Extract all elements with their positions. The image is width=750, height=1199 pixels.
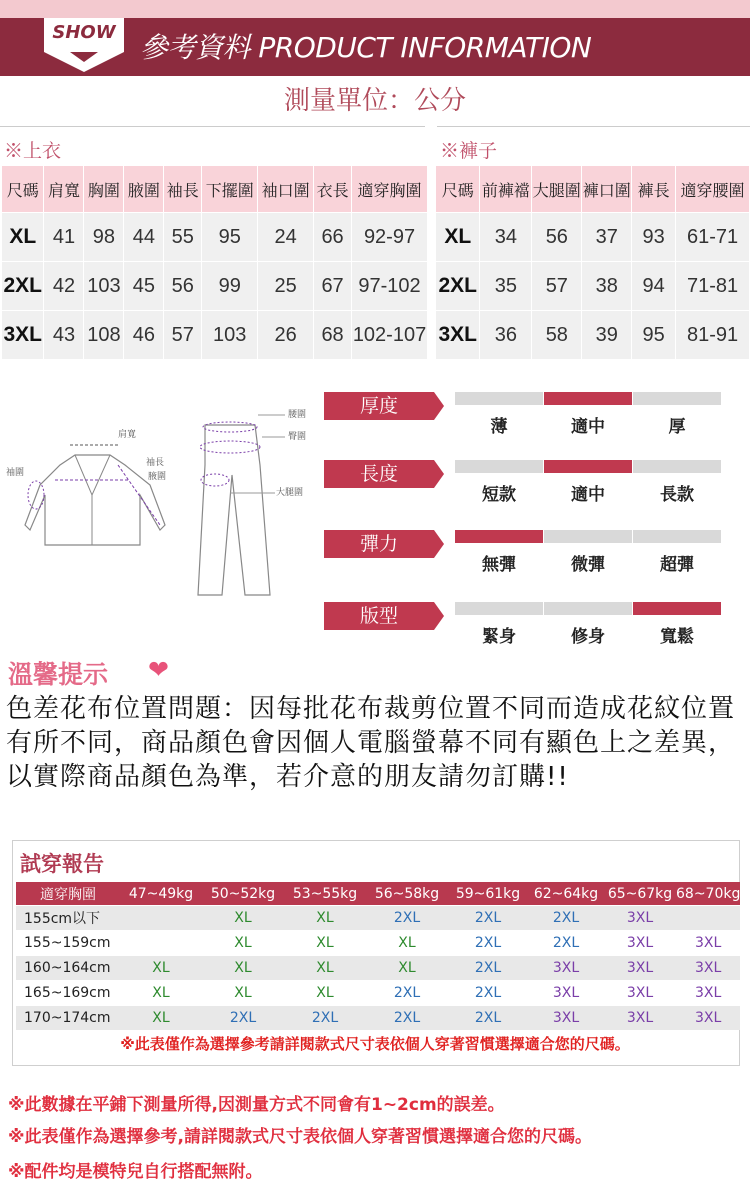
pants-header-cell: 適穿腰圍 [676, 166, 750, 213]
size-recommendation-cell: XL [284, 956, 366, 981]
show-tag-text: SHOW [52, 22, 116, 43]
attribute-label: 厚度 [324, 392, 434, 420]
unit-line: 測量單位：公分 [283, 86, 466, 116]
size-recommendation-cell: 2XL [202, 1006, 284, 1031]
measure-cell: 94 [632, 262, 676, 311]
attribute-segment-selected [544, 460, 632, 473]
size-recommendation-cell: 3XL [528, 1006, 604, 1031]
table-row [436, 311, 750, 360]
table-row [2, 262, 428, 311]
attribute-label: 長度 [324, 460, 434, 488]
size-recommendation-cell: 3XL [676, 981, 740, 1006]
attribute-option: 緊身 [482, 627, 516, 647]
size-recommendation-cell: 3XL [528, 981, 604, 1006]
tops-size-table [2, 166, 428, 359]
label-sleeve-len: 袖長 [146, 458, 165, 468]
footnote-3: ※配件均是模特兒自行搭配無附。 [8, 1162, 263, 1182]
attribute-option: 寬鬆 [660, 627, 694, 647]
size-recommendation-cell [120, 931, 202, 956]
size-recommendation-cell: 3XL [528, 956, 604, 981]
table-row [2, 213, 428, 262]
measure-cell: 45 [124, 262, 164, 311]
size-cell: 2XL [436, 262, 480, 311]
measure-cell: 99 [202, 262, 258, 311]
size-recommendation-cell: 2XL [528, 931, 604, 956]
size-recommendation-cell: 2XL [448, 931, 528, 956]
height-cell: 165~169cm [16, 981, 120, 1006]
measure-cell: 57 [164, 311, 202, 360]
size-recommendation-cell: 3XL [604, 1006, 676, 1031]
measure-cell: 39 [582, 311, 632, 360]
pants-size-table [436, 166, 750, 359]
attribute-label: 版型 [324, 602, 434, 630]
size-recommendation-cell: 2XL [448, 1006, 528, 1031]
tops-label: ※上衣 [4, 140, 62, 162]
tops-header-cell: 腋圍 [124, 166, 164, 213]
report-header-cell: 50~52kg [202, 882, 284, 906]
measure-cell: 102-107 [352, 311, 428, 360]
report-header-cell: 68~70kg [676, 882, 740, 906]
pants-header-cell: 褲長 [632, 166, 676, 213]
tops-header-cell: 袖口圍 [258, 166, 314, 213]
measure-cell: 58 [532, 311, 582, 360]
attribute-option: 短款 [482, 485, 516, 505]
measure-cell: 37 [582, 213, 632, 262]
fitting-report-note: ※此表僅作為選擇參考請詳閱款式尺寸表依個人穿著習慣選擇適合您的尺碼。 [120, 1035, 630, 1053]
size-recommendation-cell: 3XL [604, 981, 676, 1006]
size-recommendation-cell: XL [366, 956, 448, 981]
report-header-cell: 65~67kg [604, 882, 676, 906]
measure-cell: 26 [258, 311, 314, 360]
measure-cell: 43 [44, 311, 84, 360]
measure-cell: 46 [124, 311, 164, 360]
table-row [16, 931, 740, 956]
measure-cell: 44 [124, 213, 164, 262]
tops-header-cell: 胸圍 [84, 166, 124, 213]
label-hip: 臀圍 [288, 432, 307, 442]
size-recommendation-cell: 2XL [366, 906, 448, 931]
tops-header-cell: 下擺圍 [202, 166, 258, 213]
measure-cell: 103 [84, 262, 124, 311]
heart-icon: ❤ [148, 655, 169, 684]
show-tag-notch [70, 52, 98, 62]
pants-header-cell: 前褲襠 [480, 166, 532, 213]
measure-cell: 92-97 [352, 213, 428, 262]
height-cell: 170~174cm [16, 1006, 120, 1031]
size-recommendation-cell: 3XL [676, 1006, 740, 1031]
measure-cell: 97-102 [352, 262, 428, 311]
size-recommendation-cell [120, 906, 202, 931]
report-header-cell: 56~58kg [366, 882, 448, 906]
size-recommendation-cell: 3XL [604, 956, 676, 981]
report-header-cell: 47~49kg [120, 882, 202, 906]
attribute-arrow-icon [434, 530, 444, 558]
attribute-segment [544, 602, 632, 615]
size-recommendation-cell: 2XL [448, 906, 528, 931]
table-row [2, 311, 428, 360]
measure-cell: 103 [202, 311, 258, 360]
size-recommendation-cell: XL [366, 931, 448, 956]
measure-cell: 67 [314, 262, 352, 311]
size-recommendation-cell: XL [284, 981, 366, 1006]
size-cell: XL [436, 213, 480, 262]
size-recommendation-cell: XL [202, 906, 284, 931]
size-recommendation-cell: 2XL [366, 981, 448, 1006]
measure-cell: 98 [84, 213, 124, 262]
label-shoulder: 肩寬 [118, 430, 137, 440]
size-recommendation-cell: 2XL [448, 981, 528, 1006]
attribute-label: 彈力 [324, 530, 434, 558]
measure-cell: 61-71 [676, 213, 750, 262]
tops-header-cell: 袖長 [164, 166, 202, 213]
attribute-arrow-icon [434, 602, 444, 630]
measure-cell: 57 [532, 262, 582, 311]
measure-cell: 41 [44, 213, 84, 262]
banner-title: 參考資料 PRODUCT INFORMATION [140, 31, 592, 64]
height-cell: 160~164cm [16, 956, 120, 981]
label-waist: 腰圍 [288, 410, 307, 420]
measure-cell: 56 [532, 213, 582, 262]
size-cell: 3XL [436, 311, 480, 360]
measure-cell: 56 [164, 262, 202, 311]
label-sleeve-circ: 袖圍 [6, 468, 25, 478]
size-cell: XL [2, 213, 44, 262]
measure-cell: 68 [314, 311, 352, 360]
attribute-option: 厚 [668, 417, 686, 437]
measure-cell: 35 [480, 262, 532, 311]
size-recommendation-cell: XL [284, 931, 366, 956]
attribute-option: 超彈 [660, 555, 694, 575]
attribute-option: 修身 [571, 627, 605, 647]
measure-cell: 38 [582, 262, 632, 311]
pants-header-cell: 大腿圍 [532, 166, 582, 213]
footnote-2: ※此表僅作為選擇參考,請詳閱款式尺寸表依個人穿著習慣選擇適合您的尺碼。 [8, 1127, 592, 1147]
table-row [436, 213, 750, 262]
attribute-segment [544, 530, 632, 543]
tops-header-cell: 肩寬 [44, 166, 84, 213]
measure-cell: 93 [632, 213, 676, 262]
attribute-segment [633, 530, 721, 543]
attribute-arrow-icon [434, 392, 444, 420]
size-cell: 3XL [2, 311, 44, 360]
pants-header-cell: 褲口圍 [582, 166, 632, 213]
attribute-option: 微彈 [571, 555, 605, 575]
report-header-cell: 53~55kg [284, 882, 366, 906]
size-recommendation-cell: XL [120, 956, 202, 981]
measurement-diagram [0, 385, 320, 615]
attribute-segment [633, 460, 721, 473]
size-recommendation-cell: XL [120, 1006, 202, 1031]
report-header-cell: 59~61kg [448, 882, 528, 906]
tops-header-cell: 適穿胸圍 [352, 166, 428, 213]
warm-tips-body: 色差花布位置問題：因每批花布裁剪位置不同而造成花紋位置有所不同，商品顏色會因個人電腦螢幕不同有顯色上之差異，以實際商品顏色為準，若介意的朋友請勿訂購!! [6, 694, 736, 792]
tops-header-cell: 尺碼 [2, 166, 44, 213]
label-armpit: 腋圍 [148, 472, 167, 482]
report-header-cell: 適穿胸圍 [16, 882, 120, 906]
attribute-option: 長款 [660, 485, 694, 505]
table-row [16, 956, 740, 981]
size-recommendation-cell: 2XL [366, 1006, 448, 1031]
divider [0, 126, 425, 127]
pants-header-cell: 尺碼 [436, 166, 480, 213]
size-recommendation-cell: XL [202, 981, 284, 1006]
measure-cell: 71-81 [676, 262, 750, 311]
warm-tips-title: 溫馨提示 [8, 660, 109, 689]
pants-label: ※褲子 [440, 140, 498, 162]
fitting-report-title: 試穿報告 [20, 852, 104, 876]
attribute-segment [633, 392, 721, 405]
top-strip [0, 0, 750, 18]
size-recommendation-cell: 2XL [448, 956, 528, 981]
attribute-segment-selected [633, 602, 721, 615]
tops-header-cell: 衣長 [314, 166, 352, 213]
table-row [16, 906, 740, 931]
size-recommendation-cell: XL [202, 931, 284, 956]
measure-cell: 81-91 [676, 311, 750, 360]
measure-cell: 95 [202, 213, 258, 262]
height-cell: 155~159cm [16, 931, 120, 956]
attribute-segment [455, 602, 543, 615]
size-recommendation-cell: XL [202, 956, 284, 981]
divider [437, 126, 750, 127]
height-cell: 155cm以下 [16, 906, 120, 931]
attribute-segment [455, 460, 543, 473]
attribute-option: 適中 [571, 485, 605, 505]
attribute-segment [455, 392, 543, 405]
label-thigh: 大腿圍 [276, 488, 304, 498]
measure-cell: 24 [258, 213, 314, 262]
footnote-1: ※此數據在平鋪下測量所得,因測量方式不同會有1~2cm的誤差。 [8, 1095, 505, 1115]
attribute-option: 適中 [571, 417, 605, 437]
size-recommendation-cell: 3XL [604, 931, 676, 956]
size-recommendation-cell: XL [284, 906, 366, 931]
table-row [16, 1006, 740, 1031]
measure-cell: 95 [632, 311, 676, 360]
attribute-option: 無彈 [482, 555, 516, 575]
size-recommendation-cell: 2XL [284, 1006, 366, 1031]
size-recommendation-cell: 3XL [676, 956, 740, 981]
size-cell: 2XL [2, 262, 44, 311]
table-row [436, 262, 750, 311]
table-row [16, 981, 740, 1006]
show-tag [44, 18, 124, 52]
report-header-cell: 62~64kg [528, 882, 604, 906]
attribute-arrow-icon [434, 460, 444, 488]
measure-cell: 25 [258, 262, 314, 311]
size-recommendation-cell: 2XL [528, 906, 604, 931]
attribute-segment-selected [544, 392, 632, 405]
garment-sketch [0, 385, 320, 615]
attribute-segment-selected [455, 530, 543, 543]
size-recommendation-cell: XL [120, 981, 202, 1006]
measure-cell: 66 [314, 213, 352, 262]
measure-cell: 108 [84, 311, 124, 360]
size-recommendation-cell: 3XL [604, 906, 676, 931]
measure-cell: 36 [480, 311, 532, 360]
size-recommendation-cell [676, 906, 740, 931]
measure-cell: 42 [44, 262, 84, 311]
measure-cell: 55 [164, 213, 202, 262]
attribute-option: 薄 [490, 417, 508, 437]
measure-cell: 34 [480, 213, 532, 262]
size-recommendation-cell: 3XL [676, 931, 740, 956]
fitting-report-table [16, 882, 740, 1030]
